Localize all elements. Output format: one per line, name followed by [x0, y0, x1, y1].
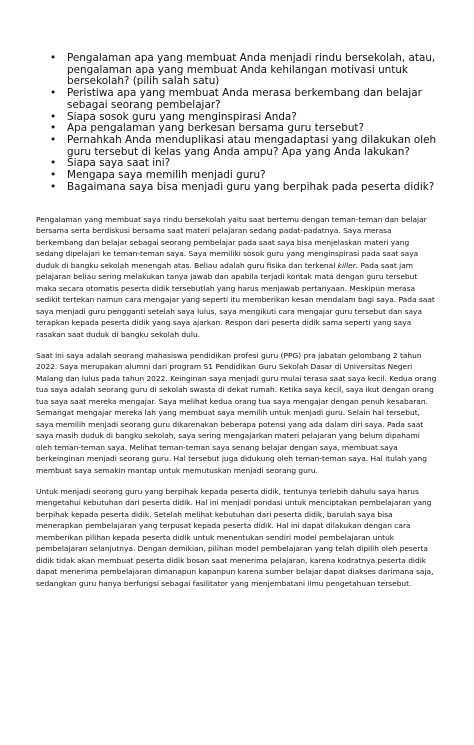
list-item: [50, 88, 440, 111]
reflection-question-list: [50, 53, 440, 193]
question-text: Siapa sosok guru yang menginspirasi Anda?: [67, 110, 297, 123]
question-text: Pengalaman apa yang membuat Anda menjadi rindu bersekolah, atau, pengalaman apa yang membuat Anda kehilangan motivasi untuk bersekolah? (pilih salah satu): [67, 52, 436, 88]
question-text: Peristiwa apa yang membuat Anda merasa berkembang dan belajar sebagai seorang pembelajar?: [67, 87, 422, 111]
reflection-answer-body: [36, 214, 438, 599]
bullet-icon: •: [50, 110, 57, 123]
paragraph-who-am-i: Saat ini saya adalah seorang mahasiswa pendidikan profesi guru (PPG) pra jabatan gelombang 2 tahun 2022. Saya merupakan alumni dari program S1 Pendidikan Guru Sekolah Dasar di Universitas Negeri Malang dan lulus pada tahun 2022. Keinginan saya menjadi guru mulai terasa saat saya kecil. Kedua orang tua saya adalah seorang guru di sekolah swasta di dekat rumah. Ketika saya kecil, saya ikut dengan orang tua saya saat mereka mengajar. Saya melihat kedua orang tua saya mengajar dengan penuh kesabaran. Semangat mengajar mereka lah yang membuat saya memilih untuk menjadi guru. Selain hal tersebut, saya memilih menjadi seorang guru dikarenakan beberapa potensi yang ada dalam diri saya. Pada saat saya masih duduk di bangku sekolah, saya sering mengajarkan materi pelajaran yang belum dipahami oleh teman-teman saya. Melihat teman-teman saya senang belajar dengan saya, membuat saya berkeinginan menjadi seorang guru. Hal tersebut juga didukung oleh teman-teman saya. Hal itulah yang membuat saya semakin mantap untuk memutuskan menjadi seorang guru.: [36, 350, 437, 475]
question-text: Bagaimana saya bisa menjadi guru yang berpihak pada peserta didik?: [67, 180, 435, 193]
paragraph-text: . Pada saat jam pelajaran beliau sering melakukan tanya jawab dan apabila terjadi kontak mata dengan guru tersebut maka secara otomatis peserta didik tersebutlah yang harus menjawab pertanyaan. Meskipun merasa sedikit tertekan namun cara mengajar yang seperti itu memberikan kesan mendalam bagi saya. Pada saat saya menjadi guru pengganti setelah saya lulus, saya mengikuti cara mengajar guru tersebut dan saya terapkan kepada peserta didik yang saya ajarkan. Respon dari peserta didik sama seperti yang saya rasakan saat duduk di bangku sekolah dulu.: [36, 260, 435, 339]
question-text: Siapa saya saat ini?: [67, 157, 171, 170]
question-text: Apa pengalaman yang berkesan bersama guru tersebut?: [67, 122, 365, 135]
bullet-icon: •: [50, 169, 57, 182]
paragraph-text: Pengalaman yang membuat saya rindu bersekolah yaitu saat bertemu dengan teman-teman dan belajar bersama serta berdiskusi bersama saat materi pelajaran sedang padat-padatnya. Saya merasa berkembang dan belajar sebagai seorang pembelajar pada saat saya bisa menjelaskan materi yang sedang dipelajari ke teman-teman saya. Saya memiliki sosok guru yang menginspirasi pada saat saya duduk di bangku sekolah menengah atas. Beliau adalah guru fisika dan terkenal: [36, 215, 427, 270]
question-text: Mengapa saya memilih menjadi guru?: [67, 169, 266, 182]
bullet-icon: •: [50, 52, 57, 64]
italic-term: killer: [337, 260, 356, 270]
bullet-icon: •: [50, 133, 57, 146]
paragraph-school-experience: [36, 214, 438, 340]
list-item: [50, 53, 440, 88]
bullet-icon: •: [50, 180, 57, 193]
list-item: [50, 135, 440, 158]
question-text: Pernahkah Anda menduplikasi atau mengadaptasi yang dilakukan oleh guru tersebut di kelas yang Anda ampu? Apa yang Anda lakukan?: [67, 133, 437, 158]
paragraph-student-centered-teacher: Untuk menjadi seorang guru yang berpihak kepada peserta didik, tentunya terlebih dahulu saya harus mengetahui kebutuhan dari peserta didik. Hal ini menjadi pondasi untuk menciptakan pembelajaran yang berpihak kepada peserta didik. Setelah melihat kebutuhan dari peserta didik, barulah saya bisa menerapkan pembelajaran yang terpusat kepada peserta didik. Hal ini dapat dilakukan dengan cara memberikan pilihan kepada peserta didik untuk menentukan sendiri model pembelajaran untuk pembelajaran selanjutnya. Dengan demikian, pilihan model pembelajaran yang telah dipilih oleh peserta didik tidak akan membuat peserta didik bosan saat menerima pelajaran, karena kodratnya peserta didik dapat menerima pembelajaran dimanapun kapanpun karena sumber belajar dapat diakses darimana saja, sedangkan guru hanya berfungsi sebagai fasilitator yang menjembatani ilmu pengetahuan tersebut.: [36, 486, 434, 588]
list-item: [50, 182, 440, 194]
bullet-icon: •: [50, 122, 57, 135]
bullet-icon: •: [50, 87, 57, 100]
bullet-icon: •: [50, 157, 57, 170]
